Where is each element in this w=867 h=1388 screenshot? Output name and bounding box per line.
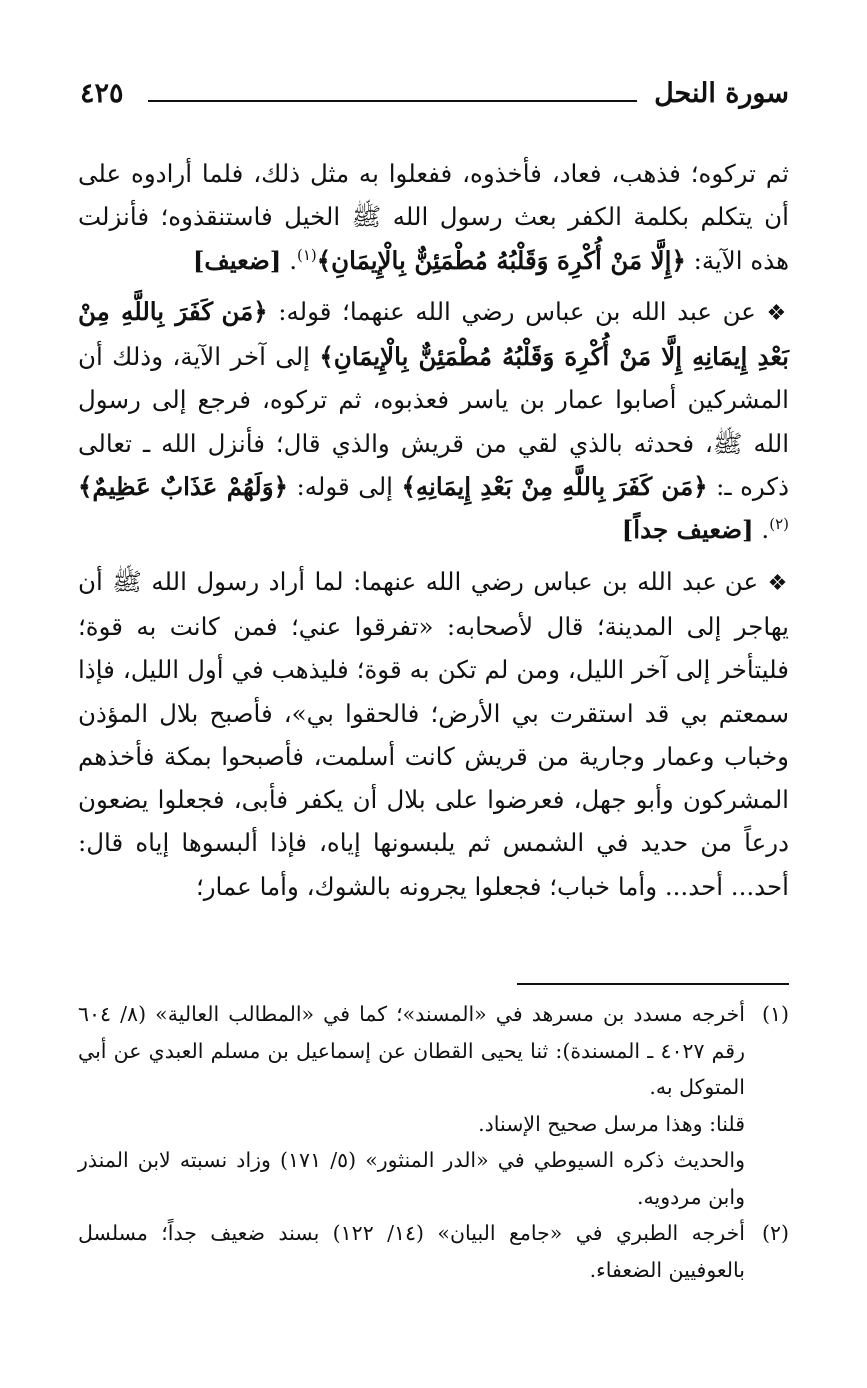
footnote-line: أخرجه مسدد بن مسرهد في «المسند»؛ كما في «المطالب العالية» (٨/ ٦٠٤ رقم ٤٠٢٧ ـ المسندة): ثنا يحيى القطان عن إسماعيل بن مسلم العبدي عن أبي المتوكل به. [78,1002,745,1099]
footnote-line: قلنا: وهذا مرسل صحيح الإسناد. [478,1111,745,1136]
grade-line [193,246,282,275]
footnote-separator [517,983,789,985]
bullet-icon: ❖ [766,300,790,326]
paragraph-text: عن عبد الله بن عباس رضي الله عنهما؛ قوله: [267,296,756,326]
surah-name: سورة النحل [654,78,789,109]
paragraph-text: إلى قوله: [287,472,402,502]
hadith-grade: [ضعيف جداً] [621,515,754,545]
paragraph-text: عن عبد الله بن عباس رضي الله عنهما: لما أراد رسول الله ﷺ أن يهاجر إلى المدينة؛ قال لأصحابه: «تفرقوا عني؛ فمن كانت به قوة؛ فليتأخر إلى آخر الليل، ومن لم تكن به قوة؛ فليذهب في أول الليل، فإذا سمعتم بي قد استقرت بي الأرض؛ فالحقوا بي»، فأصبح بلال المؤذن وخباب وعمار وجارية من قريش كانت أسلمت، فأصبحوا بمكة فأخذهم المشركون وأبو جهل، فعرضوا على بلال أن يكفر فأبى، فجعلوا يضعون درعاً من حديد في الشمس ثم يلبسونها إياه، فإذا ألبسوها إياه قال: أحد... أحد... وأما خباب؛ فجعلوا يجرونه بالشوك، وأما عمار؛ [78,566,789,901]
quran-verse: ﴿إِلَّا مَنْ أُكْرِهَ وَقَلْبُهُ مُطْمَئِنٌّ بِالْإِيمَانِ﴾ [316,245,686,275]
hadith-grade: [ضعيف] [192,245,282,275]
quran-verse: ﴿وَلَهُمْ عَذَابٌ عَظِيمٌ﴾ [78,472,288,502]
header-rule [148,100,637,102]
paragraph-text: ثم تركوه؛ فذهب، فعاد، فأخذوه، ففعلوا به مثل ذلك، فلما أرادوه على أن يتكلم بكلمة الكفر بعث رسول الله ﷺ الخيل فاستنقذوه؛ فأنزلت هذه الآية: [78,159,789,275]
footnotes [78,996,789,1288]
bullet-icon: ❖ [767,570,789,596]
page-number: ٤٢٥ [80,78,124,109]
paragraph-3 [78,560,789,908]
paragraph-1 [78,152,789,282]
paragraph-2 [78,290,789,552]
footnote-ref-2: (٢) [769,515,789,534]
footnote-line: والحديث ذكره السيوطي في «الدر المنثور» (٥/ ١٧١) وزاد نسبته لابن المنذر وابن مردويه. [78,1148,745,1209]
footnote-number: (٢) [761,1221,789,1245]
main-text [78,152,789,916]
footnote-number: (١) [761,1002,789,1026]
page-header [80,78,789,118]
footnote-2 [78,1215,789,1288]
paragraph-end: . [289,245,297,275]
paragraph-text: إلى آخر الآية، وذلك أن المشركين أصابوا عمار بن ياسر فعذبوه، ثم تركوه، فرجع إلى رسول الله ﷺ، فحدثه بالذي لقي من قريش والذي قال؛ فأنزل الله ـ تعالى ذكره ـ: [78,342,790,502]
footnote-line: أخرجه الطبري في «جامع البيان» (١٤/ ١٢٢) بسند ضعيف جداً؛ مسلسل بالعوفيين الضعفاء. [78,1221,745,1282]
footnote-1 [78,996,789,1215]
quran-verse: ﴿مَن كَفَرَ بِاللَّهِ مِنْ بَعْدِ إِيمَانِهِ إِلَّا مَنْ أُكْرِهَ وَقَلْبُهُ مُطْمَئِنٌّ بِالْإِيمَانِ﴾ [78,296,789,372]
footnote-ref-1: (١) [296,245,317,264]
paragraph-end: . [761,515,770,545]
quran-verse: ﴿مَن كَفَرَ بِاللَّهِ مِنْ بَعْدِ إِيمَانِهِ﴾ [401,472,708,502]
